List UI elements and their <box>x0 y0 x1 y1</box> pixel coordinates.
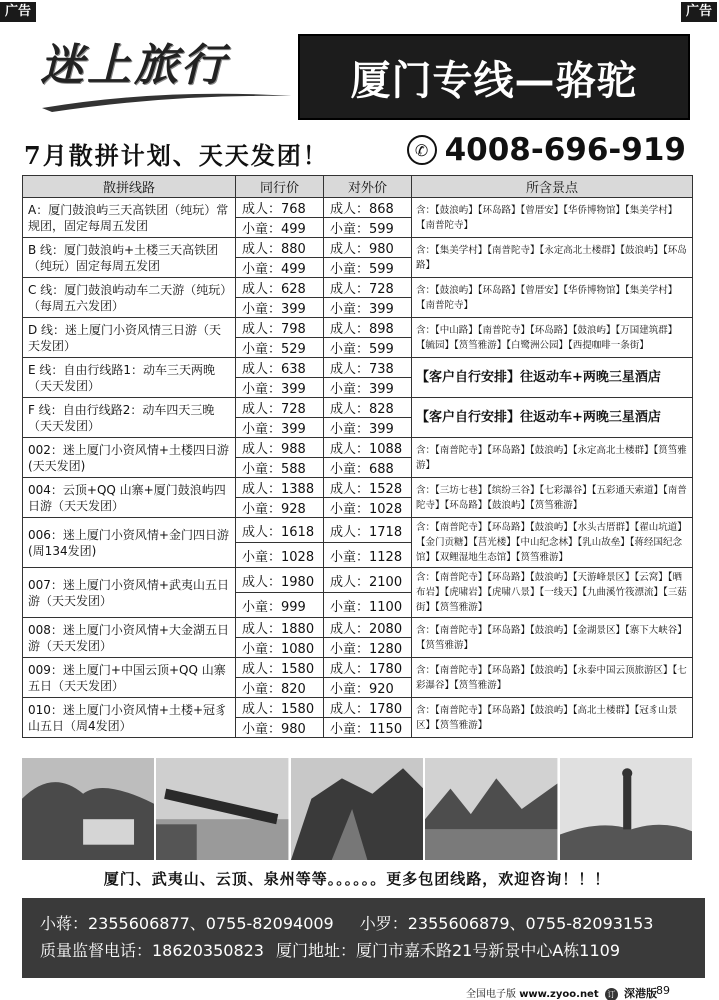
table-row <box>23 568 693 593</box>
peer-price-child: 小童：399 <box>236 378 324 398</box>
contact-line-1 <box>40 910 695 937</box>
contact-luo: 小罗：2355606879、0755-82093153 <box>359 914 654 933</box>
photo-river-peaks <box>425 758 557 860</box>
route-banner <box>298 34 690 120</box>
route-spots: 含：【南普陀寺】【环岛路】【鼓浪屿】【高北土楼群】【冠豸山景区】【筼筜雅游】 <box>412 698 693 738</box>
peer-price-adult: 成人：1980 <box>236 568 324 593</box>
photo-strip <box>22 758 692 860</box>
edition-label: 全国电子版 <box>466 989 516 1000</box>
site-url[interactable]: www.zyoo.net <box>519 989 599 1000</box>
contact-bar <box>22 898 705 978</box>
order-badge: 订 <box>605 988 618 1000</box>
retail-price-adult: 成人：1528 <box>324 478 412 498</box>
route-spots: 含：【三坊七巷】【缤纷三谷】【七彩瀑谷】【五彩通天索道】【南普陀寺】【环岛路】【鼓浪屿】【筼筜雅游】 <box>412 478 693 518</box>
route-spots: 含：【鼓浪屿】【环岛路】【曾厝安】【华侨博物馆】【集美学村】【南普陀寺】 <box>412 198 693 238</box>
peer-price-child: 小童：1028 <box>236 543 324 568</box>
photo-coast <box>22 758 154 860</box>
retail-price-adult: 成人：1780 <box>324 698 412 718</box>
header <box>20 30 694 122</box>
retail-price-child: 小童：1150 <box>324 718 412 738</box>
more-routes-note: 厦门、武夷山、云顶、泉州等等。。。。。。更多包团线路，欢迎咨询！！！ <box>103 870 611 888</box>
table-row <box>23 478 693 498</box>
peer-price-adult: 成人：880 <box>236 238 324 258</box>
retail-price-adult: 成人：898 <box>324 318 412 338</box>
peer-price-child: 小童：980 <box>236 718 324 738</box>
retail-price-child: 小童：599 <box>324 338 412 358</box>
brand-logo <box>40 38 295 118</box>
route-spots: 含：【鼓浪屿】【环岛路】【曾厝安】【华侨博物馆】【集美学村】【南普陀寺】 <box>412 278 693 318</box>
route-spots: 【客户自行安排】往返动车+两晚三星酒店 <box>412 398 693 438</box>
route-name: 007：迷上厦门小资风情+武夷山五日游（天天发团） <box>23 568 236 618</box>
xiamen-address: 厦门地址：厦门市嘉禾路21号新景中心A栋1109 <box>275 941 621 960</box>
retail-price-adult: 成人：868 <box>324 198 412 218</box>
quality-hotline: 质量监督电话：18620350823 <box>40 941 264 960</box>
retail-price-child: 小童：688 <box>324 458 412 478</box>
region-label: 深港版 <box>624 987 657 1000</box>
route-name: A：厦门鼓浪屿三天高铁团（纯玩）常规团，固定每周五发团 <box>23 198 236 238</box>
retail-price-child: 小童：399 <box>324 378 412 398</box>
retail-price-child: 小童：399 <box>324 298 412 318</box>
route-spots: 含：【南普陀寺】【环岛路】【鼓浪屿】【天游峰景区】【云窝】【晒布岩】【虎啸岩】【虎啸八景】【一线天】【九曲溪竹筏漂流】【三菇街】【筼筜雅游】 <box>412 568 693 618</box>
table-row <box>23 438 693 458</box>
footer-edition <box>466 985 657 1000</box>
peer-price-child: 小童：820 <box>236 678 324 698</box>
retail-price-adult: 成人：980 <box>324 238 412 258</box>
table-row <box>23 238 693 258</box>
peer-price-adult: 成人：1580 <box>236 698 324 718</box>
peer-price-adult: 成人：798 <box>236 318 324 338</box>
ad-tag-left: 广告 <box>0 2 36 22</box>
header-retail-price: 对外价 <box>324 176 412 198</box>
table-row <box>23 198 693 218</box>
peer-price-child: 小童：999 <box>236 593 324 618</box>
ad-tag-right: 广告 <box>681 2 717 22</box>
route-name: D 线：迷上厦门小资风情三日游（天天发团） <box>23 318 236 358</box>
retail-price-adult: 成人：1718 <box>324 518 412 543</box>
table-row <box>23 278 693 298</box>
route-name: 010：迷上厦门小资风情+土楼+冠豸山五日（周4发团） <box>23 698 236 738</box>
table-row <box>23 398 693 418</box>
route-name: 004：云顶+QQ 山寨+厦门鼓浪屿四日游（天天发团） <box>23 478 236 518</box>
route-name: 009：迷上厦门+中国云顶+QQ 山寨五日（天天发团） <box>23 658 236 698</box>
peer-price-adult: 成人：1388 <box>236 478 324 498</box>
photo-statue <box>560 758 692 860</box>
peer-price-adult: 成人：638 <box>236 358 324 378</box>
table-row <box>23 698 693 718</box>
table-row <box>23 518 693 543</box>
table-row <box>23 318 693 338</box>
route-name: 002：迷上厦门小资风情+土楼四日游(天天发团) <box>23 438 236 478</box>
route-name: B 线：厦门鼓浪屿+土楼三天高铁团（纯玩）固定每周五发团 <box>23 238 236 278</box>
peer-price-adult: 成人：1880 <box>236 618 324 638</box>
route-name: 008：迷上厦门小资风情+大金湖五日游（天天发团） <box>23 618 236 658</box>
peer-price-child: 小童：588 <box>236 458 324 478</box>
route-spots: 含：【南普陀寺】【环岛路】【鼓浪屿】【永定高北土楼群】【筼筜雅游】 <box>412 438 693 478</box>
hotline <box>407 132 686 168</box>
retail-price-child: 小童：1280 <box>324 638 412 658</box>
peer-price-child: 小童：928 <box>236 498 324 518</box>
retail-price-child: 小童：1100 <box>324 593 412 618</box>
contact-jiang: 小蒋：2355606877、0755-82094009 <box>40 914 334 933</box>
retail-price-child: 小童：599 <box>324 258 412 278</box>
contact-line-2 <box>40 937 695 964</box>
retail-price-child: 小童：1028 <box>324 498 412 518</box>
peer-price-child: 小童：529 <box>236 338 324 358</box>
route-spots: 含：【南普陀寺】【环岛路】【鼓浪屿】【永泰中国云顶旅游区】【七彩瀑谷】【筼筜雅游】 <box>412 658 693 698</box>
peer-price-child: 小童：399 <box>236 298 324 318</box>
photo-cannon <box>156 758 288 860</box>
routes-body <box>23 198 693 738</box>
route-spots: 含：【南普陀寺】【环岛路】【鼓浪屿】【金湖景区】【寨下大峡谷】【筼筜雅游】 <box>412 618 693 658</box>
table-row <box>23 658 693 678</box>
header-spots: 所含景点 <box>412 176 693 198</box>
subheader <box>24 132 694 172</box>
route-spots: 含：【集美学村】【南普陀寺】【永定高北土楼群】【鼓浪屿】【环岛路】 <box>412 238 693 278</box>
retail-price-child: 小童：399 <box>324 418 412 438</box>
peer-price-adult: 成人：728 <box>236 398 324 418</box>
retail-price-child: 小童：920 <box>324 678 412 698</box>
banner-title: 厦门专线—骆驼 <box>350 57 638 104</box>
retail-price-adult: 成人：2080 <box>324 618 412 638</box>
route-spots: 含：【中山路】【南普陀寺】【环岛路】【鼓浪屿】【万国建筑群】【毓园】【筼筜雅游】【白鹭洲公园】【西提咖啡一条街】 <box>412 318 693 358</box>
header-peer-price: 同行价 <box>236 176 324 198</box>
page-footer <box>0 983 719 1000</box>
route-name: C 线：厦门鼓浪屿动车二天游（纯玩）（每周五六发团） <box>23 278 236 318</box>
route-name: 006：迷上厦门小资风情+金门四日游(周134发团) <box>23 518 236 568</box>
peer-price-adult: 成人：1618 <box>236 518 324 543</box>
table-header-row <box>23 176 693 198</box>
peer-price-adult: 成人：628 <box>236 278 324 298</box>
peer-price-adult: 成人：768 <box>236 198 324 218</box>
retail-price-adult: 成人：1088 <box>324 438 412 458</box>
hotline-number: 4008-696-919 <box>444 132 686 168</box>
photo-mountain-trail <box>291 758 423 860</box>
slogan: 7月散拼计划、天天发团！ <box>24 141 329 170</box>
retail-price-adult: 成人：2100 <box>324 568 412 593</box>
peer-price-child: 小童：499 <box>236 258 324 278</box>
swoosh-icon <box>42 90 292 112</box>
retail-price-child: 小童：599 <box>324 218 412 238</box>
page-number: 89 <box>656 984 670 997</box>
peer-price-adult: 成人：1580 <box>236 658 324 678</box>
retail-price-adult: 成人：828 <box>324 398 412 418</box>
retail-price-adult: 成人：738 <box>324 358 412 378</box>
peer-price-child: 小童：1080 <box>236 638 324 658</box>
brand-name: 迷上旅行 <box>40 40 228 91</box>
retail-price-child: 小童：1128 <box>324 543 412 568</box>
retail-price-adult: 成人：1780 <box>324 658 412 678</box>
route-spots: 含：【南普陀寺】【环岛路】【鼓浪屿】【水头古厝群】【翟山坑道】【金门贡糖】【莒光楼】【中山纪念林】【乳山故垒】【蒋经国纪念馆】【双鲤湿地生态馆】【筼筜雅游】 <box>412 518 693 568</box>
peer-price-child: 小童：399 <box>236 418 324 438</box>
table-row <box>23 618 693 638</box>
header-route: 散拼线路 <box>23 176 236 198</box>
route-spots: 【客户自行安排】往返动车+两晚三星酒店 <box>412 358 693 398</box>
peer-price-child: 小童：499 <box>236 218 324 238</box>
peer-price-adult: 成人：988 <box>236 438 324 458</box>
route-name: F 线：自由行线路2：动车四天三晚（天天发团） <box>23 398 236 438</box>
route-name: E 线：自由行线路1：动车三天两晚（天天发团） <box>23 358 236 398</box>
table-row <box>23 358 693 378</box>
routes-table <box>22 175 693 738</box>
phone-icon: ✆ <box>407 135 437 165</box>
retail-price-adult: 成人：728 <box>324 278 412 298</box>
